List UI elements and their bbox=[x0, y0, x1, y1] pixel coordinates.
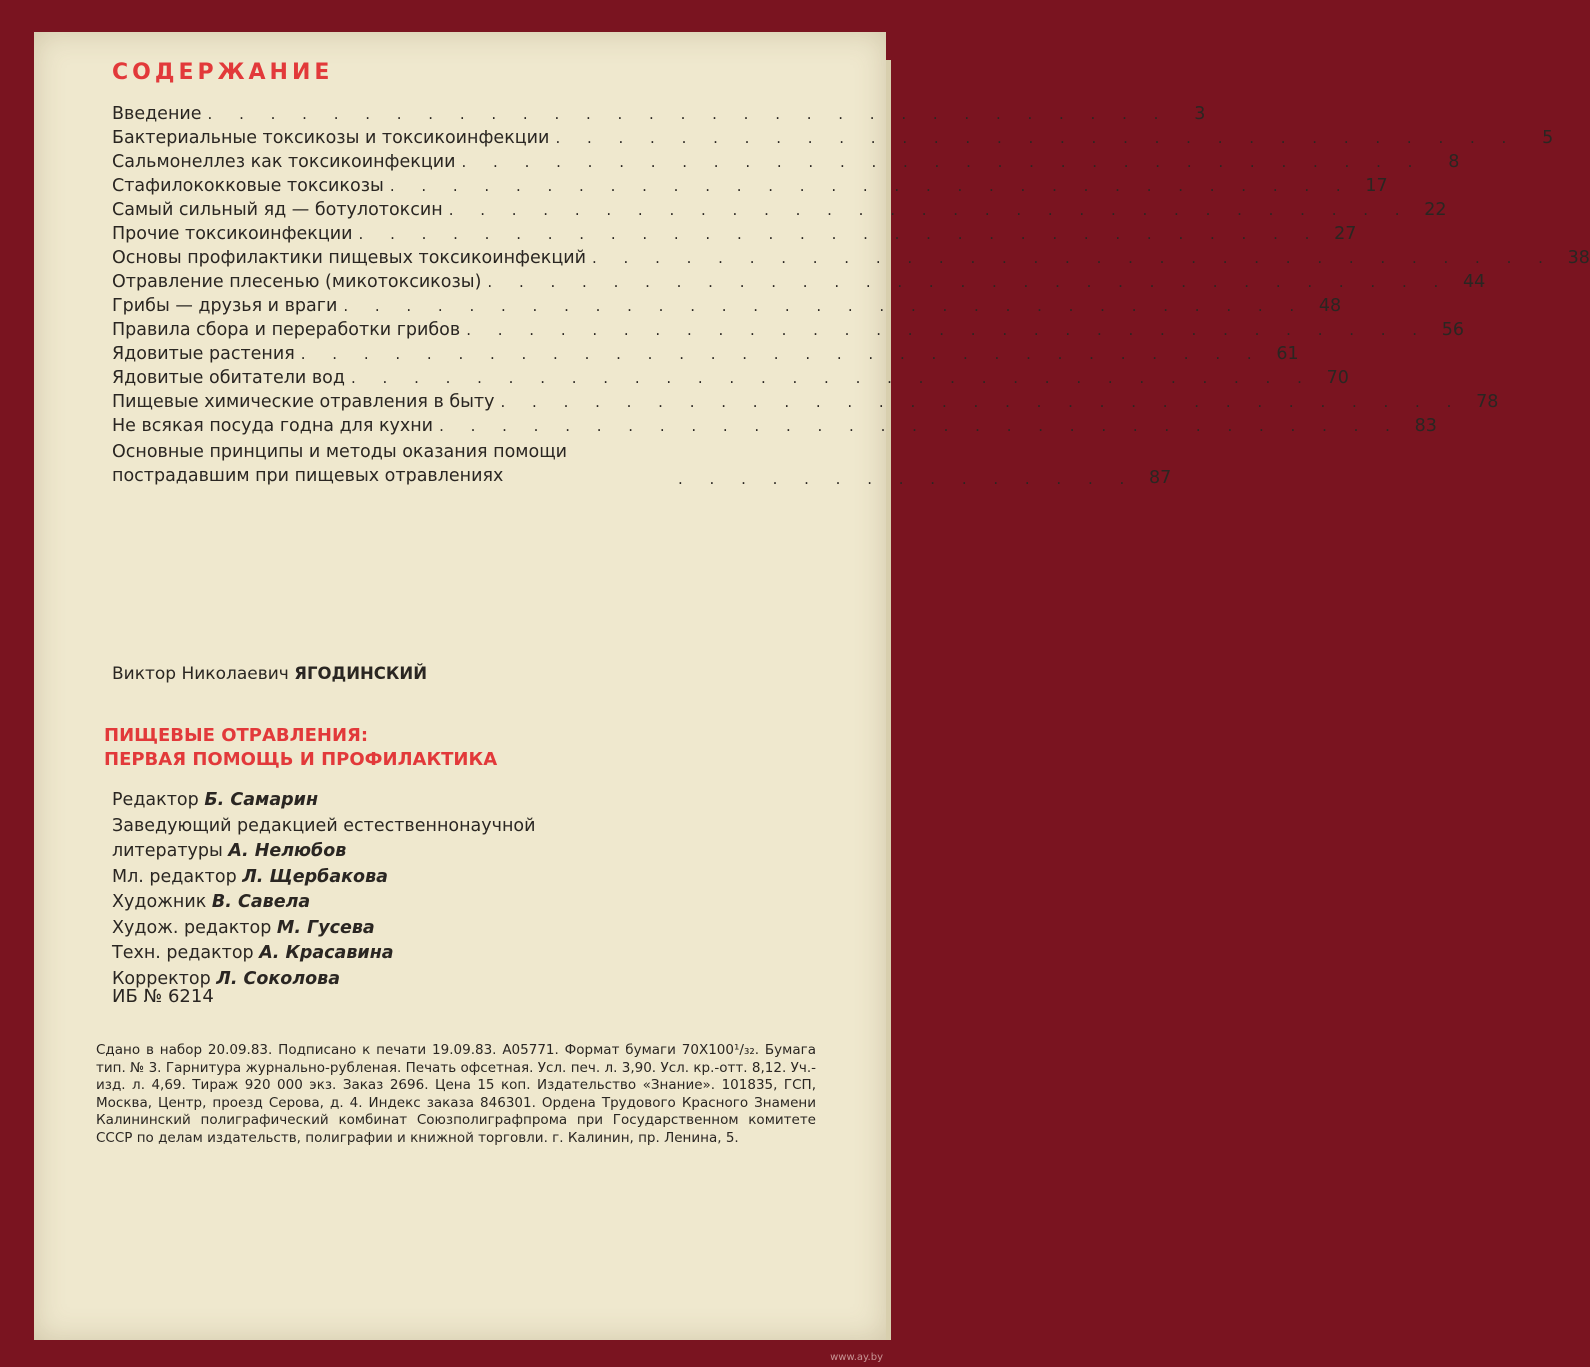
toc-entry-page: 5 bbox=[1542, 128, 1554, 148]
toc-entry-page: 8 bbox=[1448, 152, 1460, 172]
toc-entry-page: 27 bbox=[1334, 224, 1357, 244]
toc-entry-page: 70 bbox=[1326, 368, 1349, 388]
table-of-contents bbox=[112, 104, 1590, 488]
credit-role: литературы bbox=[112, 841, 223, 861]
toc-leader-dots: . . . . . . . . . . . . . . . . . . . . . . . . . . . . . . . bbox=[448, 201, 1411, 219]
toc-entry-page: 38 bbox=[1567, 248, 1590, 268]
credit-person: Б. Самарин bbox=[204, 790, 319, 810]
credit-person: Л. Соколова bbox=[216, 968, 341, 989]
credit-role: Худож. редактор bbox=[112, 917, 272, 938]
credit-role: Мл. редактор bbox=[112, 866, 237, 887]
toc-entry-page: 44 bbox=[1463, 272, 1486, 292]
credit-line bbox=[112, 890, 535, 916]
toc-leader-dots: . . . . . . . . . . . . . . . . . . . . . . . . . . . . . . . bbox=[500, 393, 1463, 411]
toc-entry-title: Сальмонеллез как токсикоинфекции bbox=[112, 152, 456, 172]
toc-entry-page: 22 bbox=[1424, 200, 1447, 220]
credit-role: Редактор bbox=[112, 790, 199, 810]
toc-leader-dots: . . . . . . . . . . . . . . . . . . . . . . . . . . . . . . . bbox=[461, 153, 1424, 171]
toc-entry bbox=[112, 296, 1342, 320]
toc-entry-title: Прочие токсикоинфекции bbox=[112, 224, 353, 244]
toc-entry-title: Пищевые химические отравления в быту bbox=[112, 392, 495, 412]
toc-leader-dots: . . . . . . . . . . . . . . . . . . . . . . . . . . . . . . . bbox=[351, 369, 1313, 387]
toc-leader-dots: . . . . . . . . . . . . . . . . . . . . . . . . . . . . . . . bbox=[466, 321, 1429, 339]
toc-leader-dots: . . . . . . . . . . . . . . . . . . . . . . . . . . . . . . . bbox=[592, 249, 1554, 267]
toc-entry bbox=[112, 368, 1349, 392]
toc-leader-dots: . . . . . . . . . . . . . . . . . . . . . . . . . . . . . . . bbox=[555, 129, 1518, 147]
imprint-details: Сдано в набор 20.09.83. Подписано к печати 19.09.83. А05771. Формат бумаги 70Х100¹/₃₂. Бумага тип. № 3. Гарнитура журнально-рубленая. Печать офсетная. Усл. печ. л. 3,90. Усл. кр.-отт. 8,12. Уч.-изд. л. 4,69. Тираж 920 000 экз. Заказ 2696. Цена 15 коп. Издательство «Знание». 101835, ГСП, Москва, Центр, проезд Серова, д. 4. Индекс заказа 846301. Ордена Трудового Красного Знамени Калининский полиграфический комбинат Союзполиграфпрома при Государственном комитете СССР по делам издательств, полиграфии и книжной торговли. г. Калинин, пр. Ленина, 5. bbox=[96, 1042, 816, 1146]
toc-entry bbox=[112, 392, 1499, 416]
toc-entry-page: 56 bbox=[1441, 320, 1465, 340]
toc-entry-title: Не всякая посуда годна для кухни bbox=[112, 416, 434, 436]
credit-person: А. Нелюбов bbox=[228, 841, 347, 861]
toc-leader-dots: . . . . . . . . . . . . . . . . . . . . . . . . . . . . . . . bbox=[343, 297, 1306, 315]
toc-entry bbox=[112, 272, 1486, 296]
credit-line bbox=[112, 814, 535, 840]
credit-person: М. Гусева bbox=[276, 917, 375, 938]
book-title-line: ПИЩЕВЫЕ ОТРАВЛЕНИЯ: bbox=[104, 725, 369, 746]
author-first-names: Виктор Николаевич bbox=[112, 664, 289, 684]
credit-person: Л. Щербакова bbox=[242, 866, 388, 887]
toc-entry bbox=[112, 152, 1460, 176]
toc-leader-dots: . . . . . . . . . . . . . . . . . . . . . . . . . . . . . . . bbox=[439, 417, 1401, 435]
toc-entry-page: 78 bbox=[1476, 392, 1499, 412]
toc-entry-title: Правила сбора и переработки грибов bbox=[112, 320, 461, 340]
credits-list bbox=[112, 788, 535, 992]
toc-entry-title: Введение bbox=[112, 104, 202, 124]
toc-entry bbox=[112, 176, 1388, 200]
toc-entry-title: Отравление плесенью (микотоксикозы) bbox=[112, 272, 482, 292]
toc-entry-title: Основные принципы и методы оказания помощи пострадавшим при пищевых отравлениях bbox=[112, 442, 568, 486]
toc-title: СОДЕРЖАНИЕ bbox=[112, 60, 334, 85]
credit-role: Корректор bbox=[112, 968, 211, 989]
toc-entry bbox=[112, 416, 1437, 440]
toc-entry-title: Бактериальные токсикозы и токсикоинфекции bbox=[112, 128, 550, 148]
book-title-line: ПЕРВАЯ ПОМОЩЬ И ПРОФИЛАКТИКА bbox=[104, 749, 498, 770]
toc-entry-page: 17 bbox=[1365, 176, 1388, 196]
toc-entry-page: 87 bbox=[1149, 468, 1172, 488]
toc-entry bbox=[112, 344, 1299, 368]
toc-entry-title: Ядовитые растения bbox=[112, 344, 295, 364]
credit-person: В. Савела bbox=[211, 892, 311, 912]
toc-entry bbox=[112, 248, 1590, 272]
toc-entry bbox=[112, 320, 1465, 344]
toc-entry bbox=[112, 104, 1206, 128]
toc-leader-dots: . . . . . . . . . . . . . . . . . . . . . . . . . . . . . . . bbox=[389, 177, 1352, 195]
toc-entry bbox=[112, 128, 1554, 152]
toc-leader-dots: . . . . . . . . . . . . . . . bbox=[678, 470, 1136, 488]
toc-leader-dots: . . . . . . . . . . . . . . . . . . . . . . . . . . . . . . . bbox=[207, 105, 1170, 123]
author-name bbox=[112, 664, 427, 684]
toc-leader-dots: . . . . . . . . . . . . . . . . . . . . . . . . . . . . . . . bbox=[358, 225, 1321, 243]
toc-entry bbox=[112, 200, 1447, 224]
credit-line bbox=[112, 865, 535, 891]
toc-entry-page: 61 bbox=[1276, 344, 1299, 364]
toc-entry-title: Ядовитые обитатели вод bbox=[112, 368, 345, 388]
toc-entry-page: 48 bbox=[1318, 296, 1342, 316]
watermark: www.ay.by bbox=[830, 1352, 883, 1363]
ib-number: ИБ № 6214 bbox=[112, 986, 214, 1007]
toc-entry-title: Основы профилактики пищевых токсикоинфекций bbox=[112, 248, 587, 268]
toc-entry-page: 83 bbox=[1414, 416, 1437, 436]
toc-entry bbox=[112, 224, 1357, 248]
toc-entry-title: Грибы — друзья и враги bbox=[112, 296, 338, 316]
author-surname: ЯГОДИНСКИЙ bbox=[294, 664, 428, 683]
toc-entry-title: Стафилококковые токсикозы bbox=[112, 176, 384, 196]
credit-role: Художник bbox=[112, 892, 207, 912]
toc-entry bbox=[112, 440, 1172, 488]
toc-entry-page: 3 bbox=[1194, 104, 1206, 124]
credit-line bbox=[112, 788, 535, 814]
credit-line bbox=[112, 941, 535, 967]
toc-leader-dots: . . . . . . . . . . . . . . . . . . . . . . . . . . . . . . . bbox=[300, 345, 1263, 363]
credit-person: А. Красавина bbox=[259, 943, 394, 963]
toc-leader-dots: . . . . . . . . . . . . . . . . . . . . . . . . . . . . . . . bbox=[487, 273, 1450, 291]
book-title bbox=[104, 724, 497, 772]
credit-role: Техн. редактор bbox=[112, 943, 254, 963]
credit-line bbox=[112, 916, 535, 942]
toc-entry-title: Самый сильный яд — ботулотоксин bbox=[112, 200, 443, 220]
credit-role: Заведующий редакцией естественнонаучной bbox=[112, 815, 536, 836]
credit-line bbox=[112, 839, 535, 865]
